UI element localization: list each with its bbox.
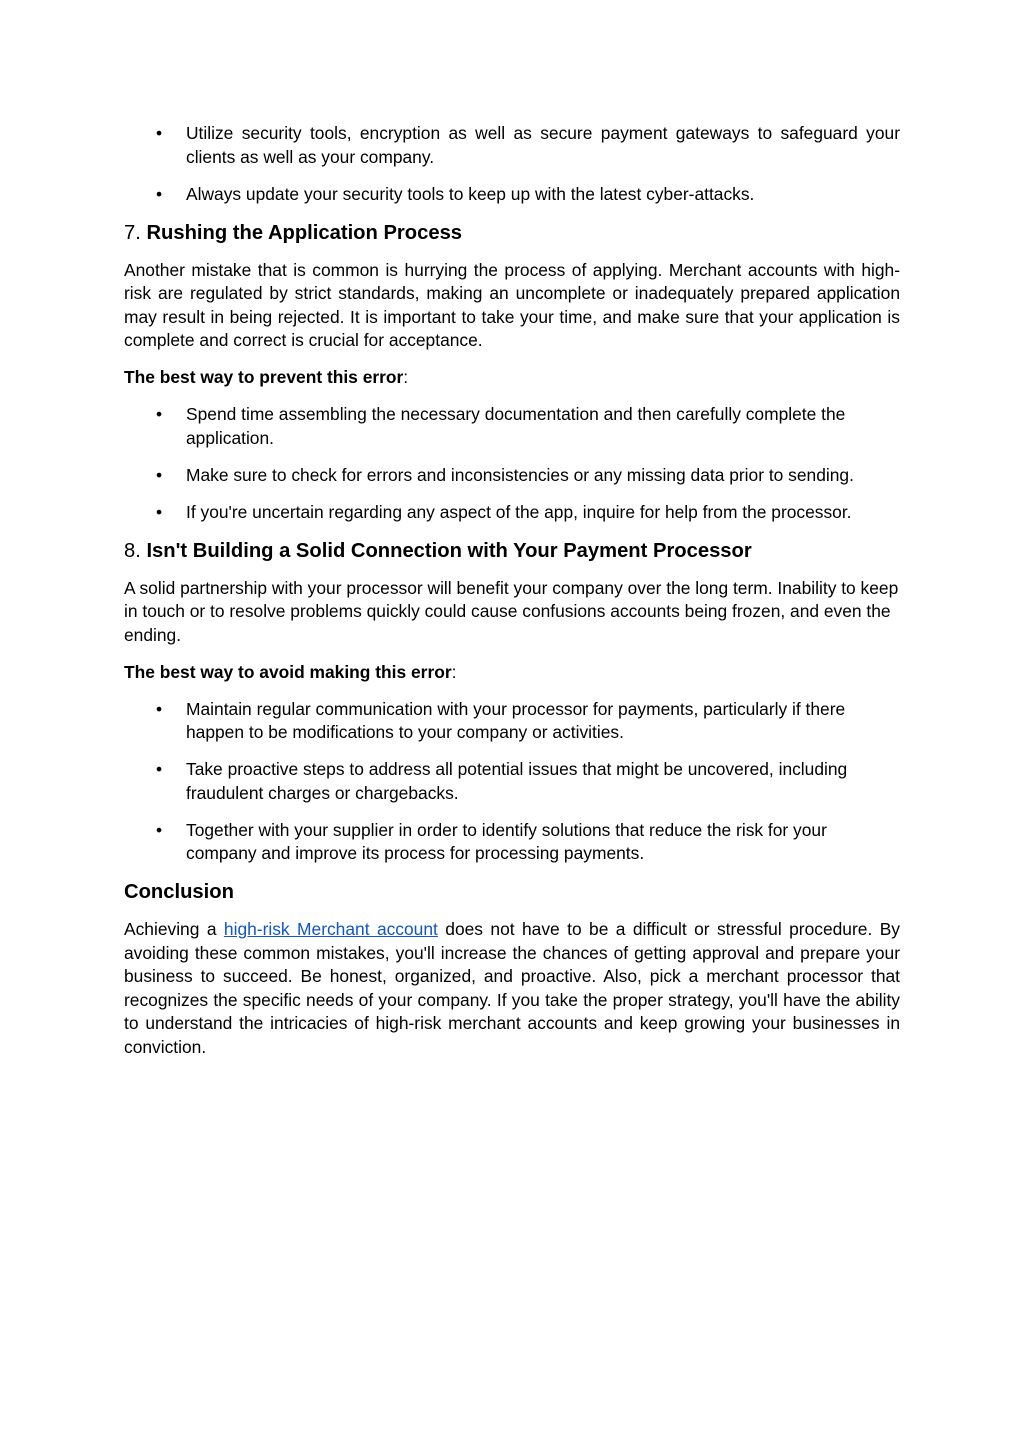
list-item [124, 183, 900, 207]
section-7-heading [124, 220, 900, 246]
section-8-lead-bold: The best way to avoid making this error [124, 661, 452, 682]
section-8-number: 8. [124, 539, 141, 562]
bullet-icon: • [156, 698, 163, 719]
bullet-icon: • [156, 819, 163, 840]
list-item-text: Maintain regular communication with your processor for payments, particularly if there happen to be modifications to your company or activities. [186, 698, 846, 742]
bullet-icon: • [156, 183, 163, 204]
document-page [124, 122, 900, 1073]
section-7-title: Rushing the Application Process [146, 221, 463, 244]
list-item-text: Take proactive steps to address all potential issues that might be uncovered, including fraudulent charges or chargebacks. [186, 759, 848, 803]
list-item-text: Make sure to check for errors and inconsistencies or any missing data prior to sending. [186, 464, 854, 485]
bullet-icon: • [156, 404, 163, 424]
conclusion-text-before-link: Achieving a [124, 919, 224, 939]
list-item [124, 758, 900, 805]
list-item-text: If you're uncertain regarding any aspect of the app, inquire for help from the processor. [186, 501, 852, 522]
section-8-paragraph: A solid partnership with your processor will benefit your company over the long term. Inability to keep in touch or to resolve problems quickly could cause confusions accounts being frozen, and even the ending. [124, 577, 899, 645]
list-item-text: Utilize security tools, encryption as well as secure payment gateways to safeguard your clients as well as your company. [186, 123, 900, 167]
section-8-lead-colon: : [451, 661, 457, 682]
list-item-text: Always update your security tools to keep up with the latest cyber-attacks. [186, 183, 755, 204]
section-8-title: Isn't Building a Solid Connection with Your Payment Processor [146, 539, 752, 562]
merchant-account-link[interactable]: high-risk Merchant account [223, 919, 438, 939]
bullet-icon: • [156, 501, 163, 522]
section-8-bullet-list [124, 698, 900, 866]
list-item [124, 819, 900, 866]
list-item [124, 698, 900, 745]
intro-bullet-list [124, 122, 900, 206]
section-7-lead-colon: : [403, 367, 409, 387]
conclusion-paragraph [124, 918, 900, 1059]
list-item-text: Spend time assembling the necessary documentation and then carefully complete the application. [186, 404, 846, 448]
conclusion-heading: Conclusion [124, 881, 234, 903]
section-7-bullet-list [124, 403, 900, 524]
bullet-icon: • [156, 464, 163, 485]
conclusion-text-after-link: does not have to be a difficult or stressful procedure. By avoiding these common mistakes, you'll increase the chances of getting approval and prepare your business to succeed. Be honest, organized, and proactive. Also, pick a merchant processor that recognizes the specific needs of your company. If you take the proper strategy, you'll have the ability to understand the intricacies of high-risk merchant accounts and keep growing your businesses in conviction. [124, 919, 900, 1057]
list-item-text: Together with your supplier in order to identify solutions that reduce the risk for your company and improve its process for processing payments. [186, 819, 827, 863]
section-8-lead [124, 661, 900, 685]
bullet-icon: • [156, 759, 163, 779]
list-item [124, 403, 900, 450]
section-7-lead [124, 366, 900, 390]
section-7-lead-bold: The best way to prevent this error [124, 367, 404, 387]
bullet-icon: • [156, 123, 163, 143]
list-item [124, 501, 900, 525]
section-8-heading [124, 538, 900, 564]
section-7-paragraph: Another mistake that is common is hurrying the process of applying. Merchant accounts with high-risk are regulated by strict standards, making an uncomplete or inadequately prepared application may result in being rejected. It is important to take your time, and make sure that your application is complete and correct is crucial for acceptance. [124, 259, 900, 350]
section-7-number: 7. [124, 221, 141, 244]
list-item [124, 122, 900, 169]
list-item [124, 464, 900, 488]
